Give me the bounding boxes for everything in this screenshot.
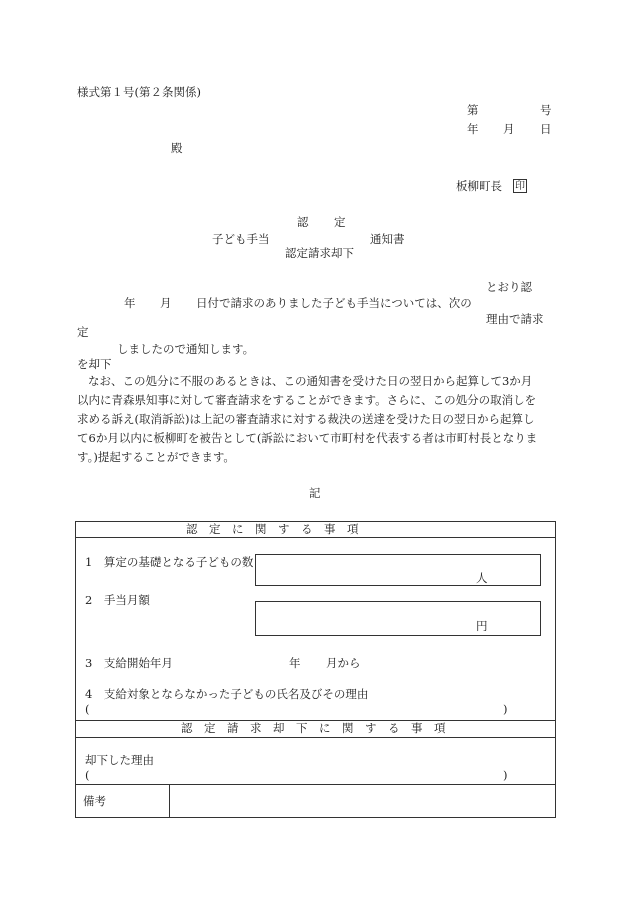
reason-paren-close: ) xyxy=(503,768,508,782)
item4-label: 4 支給対象とならなかった子どもの氏名及びその理由 xyxy=(85,687,369,701)
issuer-mayor: 板柳町長 xyxy=(456,179,502,193)
body-paragraph-line2: 以内に青森県知事に対して審査請求をすることができます。さらに、この処分の取消しを xyxy=(77,393,537,407)
body-line1-month: 月 xyxy=(160,296,172,310)
seal-stamp: 印 xyxy=(515,181,525,192)
date-year: 年 xyxy=(467,122,479,136)
remarks-label: 備考 xyxy=(83,794,106,808)
body-paragraph-line5: す。)提起することができます。 xyxy=(77,450,235,464)
section2-title: 認 定 請 求 却 下 に 関 す る 事 項 xyxy=(181,721,446,735)
document-number-dai: 第 xyxy=(467,103,479,117)
body-wo-kyakka: を却下 xyxy=(77,357,112,371)
date-month: 月 xyxy=(503,122,515,136)
addressee-dono: 殿 xyxy=(171,141,183,155)
divider xyxy=(75,537,556,538)
body-riyuu: 理由で請求 xyxy=(486,312,544,326)
document-number-go: 号 xyxy=(540,103,552,117)
title-right: 通知書 xyxy=(370,232,405,246)
body-paragraph-line4: て6か月以内に板柳町を被告として(訴訟において市町村を代表する者は市町村長となりま xyxy=(77,431,538,445)
child-count-field[interactable] xyxy=(255,554,541,586)
title-alt: 認定請求却下 xyxy=(285,246,354,260)
title-left: 子ども手当 xyxy=(212,232,270,246)
section1-title: 認 定 に 関 す る 事 項 xyxy=(186,522,359,536)
remarks-field[interactable] xyxy=(170,785,555,817)
body-notice: しましたので通知します。 xyxy=(117,342,255,356)
reason-label: 却下した理由 xyxy=(85,753,154,767)
ki-heading: 記 xyxy=(309,486,321,500)
form-number: 様式第１号(第２条関係) xyxy=(77,85,201,99)
body-tei: 定 xyxy=(77,325,89,339)
item3-month-kara: 月から xyxy=(326,656,361,670)
body-paragraph-line1: なお、この処分に不服のあるときは、この通知書を受けた日の翌日から起算して3か月 xyxy=(88,374,533,388)
monthly-amount-field[interactable] xyxy=(255,601,541,636)
item4-paren-close: ) xyxy=(503,702,508,716)
body-toori-nin: とおり認 xyxy=(486,280,532,294)
date-day: 日 xyxy=(540,122,552,136)
item4-paren-open: ( xyxy=(85,702,90,716)
item2-unit: 円 xyxy=(476,619,488,633)
title-nin: 認 xyxy=(297,215,309,229)
divider xyxy=(75,737,556,738)
item3-label: 3 支給開始年月 xyxy=(85,656,173,670)
item1-unit: 人 xyxy=(476,571,488,585)
body-paragraph-line3: 求める訴え(取消訴訟)は上記の審査請求に対する裁決の送達を受けた日の翌日から起算し xyxy=(77,412,535,426)
body-line1-rest: 日付で請求のありました子ども手当については、次の xyxy=(196,296,472,310)
reason-paren-open: ( xyxy=(85,768,90,782)
item1-label: 1 算定の基礎となる子どもの数 xyxy=(85,555,254,569)
title-tei: 定 xyxy=(334,215,346,229)
item2-label: 2 手当月額 xyxy=(85,593,150,607)
body-line1-year: 年 xyxy=(124,296,136,310)
item3-year: 年 xyxy=(289,656,301,670)
